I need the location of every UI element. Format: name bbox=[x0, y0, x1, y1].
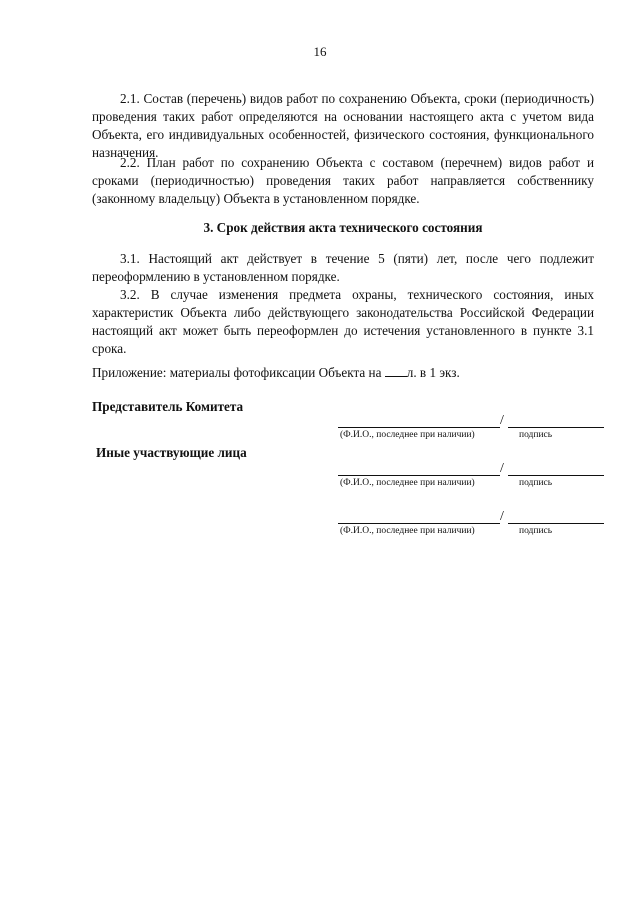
name-caption: (Ф.И.О., последнее при наличии) bbox=[340, 526, 475, 536]
slash-separator: / bbox=[500, 413, 504, 428]
slash-separator: / bbox=[500, 461, 504, 476]
slash-separator: / bbox=[500, 509, 504, 524]
appendix-blank bbox=[385, 365, 407, 377]
paragraph-3-1: 3.1. Настоящий акт действует в течение 5 (пяти) лет, после чего подлежит переоформлению в установленном порядке. bbox=[92, 251, 594, 284]
sign-line bbox=[508, 523, 604, 524]
sign-line bbox=[508, 427, 604, 428]
other-parties-label: Иные участвующие лица bbox=[96, 445, 247, 460]
appendix-line bbox=[92, 365, 460, 381]
paragraph-3-2: 3.2. В случае изменения предмета охраны, технического состояния, иных характеристик Объекта либо действующего законодательства Российской Федерации настоящий акт может быть переоформлен до истечения установленного в пункте 3.1 срока. bbox=[92, 287, 594, 356]
sign-caption: подпись bbox=[519, 478, 553, 488]
sign-caption: подпись bbox=[519, 430, 553, 440]
signature-block-2 bbox=[338, 461, 606, 491]
appendix-prefix: Приложение: материалы фотофиксации Объекта на bbox=[92, 365, 385, 380]
name-line bbox=[338, 427, 500, 428]
signature-block-3 bbox=[338, 509, 606, 539]
sign-caption: подпись bbox=[519, 526, 553, 536]
signature-block-1 bbox=[338, 413, 606, 443]
name-caption: (Ф.И.О., последнее при наличии) bbox=[340, 478, 475, 488]
sign-line bbox=[508, 475, 604, 476]
page-number: 16 bbox=[313, 44, 327, 59]
paragraph-2-2: 2.2. План работ по сохранению Объекта с составом (перечнем) видов работ и сроками (периодичностью) проведения таких работ направляется собственнику (законному владельцу) Объекта в установленном порядке. bbox=[92, 155, 594, 206]
section-3-heading: 3. Срок действия акта технического состояния bbox=[203, 220, 483, 235]
name-caption: (Ф.И.О., последнее при наличии) bbox=[340, 430, 475, 440]
name-line bbox=[338, 475, 500, 476]
appendix-suffix: л. в 1 экз. bbox=[406, 365, 460, 380]
committee-rep-label: Представитель Комитета bbox=[92, 399, 244, 414]
name-line bbox=[338, 523, 500, 524]
paragraph-2-1: 2.1. Состав (перечень) видов работ по сохранению Объекта, сроки (периодичность) проведения таких работ определяются на основании настоящего акта с учетом вида Объекта, его индивидуальных особенностей, физического состояния, функционального назначения. bbox=[92, 91, 594, 160]
